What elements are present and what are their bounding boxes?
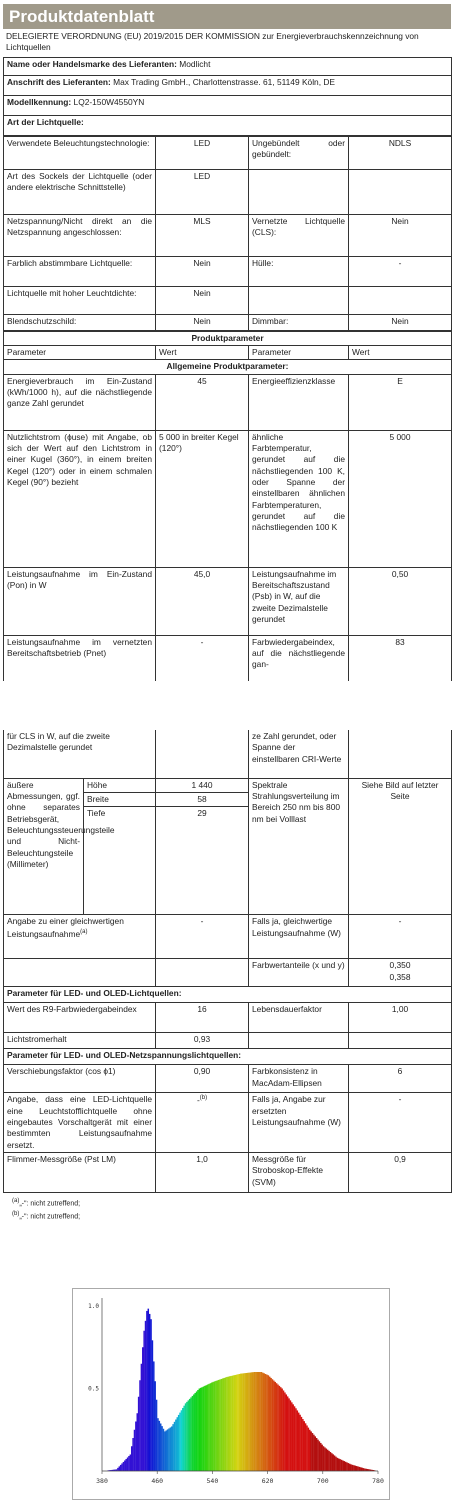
spectrum-bar <box>291 1402 293 1471</box>
cri-value: 83 <box>349 635 452 681</box>
spectrum-bar <box>269 1377 271 1471</box>
x-tick-label: 620 <box>261 1477 274 1485</box>
width-value: 58 <box>156 792 249 806</box>
energy-label: Energieverbrauch im Ein-Zustand (kWh/1000 h), auf die nächstliegende ganze Zahl gerundet <box>4 374 156 430</box>
spectrum-bar <box>243 1373 245 1471</box>
lumen-maintenance-label: Lichtstromerhalt <box>4 1033 156 1049</box>
cri-label-continued: ze Zahl gerundet, oder Spanne der einstellbaren CRI-Werte <box>249 730 349 778</box>
svm-value: 0,9 <box>349 1152 452 1192</box>
energy-class-label: Energieeffizienzklasse <box>249 374 349 430</box>
spectrum-bar <box>167 1429 169 1471</box>
spectrum-bar <box>226 1377 228 1471</box>
spectrum-bar <box>228 1377 230 1471</box>
spectrum-bar <box>186 1402 188 1471</box>
dimmable-label: Dimmbar: <box>249 314 349 330</box>
spectrum-bar <box>299 1415 301 1471</box>
spectrum-bar <box>139 1380 141 1471</box>
spectrum-bar <box>119 1466 121 1471</box>
spectrum-bar <box>193 1394 195 1471</box>
spectrum-bar <box>120 1465 122 1471</box>
replacement-claim-label: Angabe, dass eine LED-Lichtquelle eine Leuchtstofflichtquelle ohne eingebautes Vorschaltgerät mit einer bestimmten Leistungsaufnahme ersetzt. <box>4 1093 156 1153</box>
spectrum-bar <box>146 1311 148 1471</box>
spectrum-bar <box>192 1396 194 1471</box>
spectrum-bar <box>246 1373 248 1471</box>
spectrum-bar <box>356 1466 358 1471</box>
spectrum-bar <box>272 1379 274 1471</box>
spectrum-bar <box>206 1385 208 1471</box>
spectrum-bar <box>248 1373 250 1471</box>
spectrum-bar <box>288 1398 290 1471</box>
spectrum-bar <box>350 1464 352 1471</box>
lightsource-type-heading: Art der Lichtquelle: <box>4 115 452 135</box>
spectrum-bar <box>361 1468 363 1471</box>
spectrum-bar <box>135 1422 137 1472</box>
chromaticity-value: 0,350 0,358 <box>349 959 452 987</box>
spectrum-bar <box>219 1379 221 1471</box>
cct-label: ähnliche Farbtemperatur, gerundet auf die nächstliegenden 100 K, oder Spanne der einstellbaren ähnlichen Farbtemperaturen, gerundet auf die nächstliegenden 100 K <box>249 430 349 567</box>
y-tick-label: 1.0 <box>88 1303 99 1310</box>
spectrum-bar <box>279 1386 281 1471</box>
spectrum-bar <box>154 1381 156 1471</box>
spectrum-bar <box>240 1374 242 1471</box>
model-id-row: Modellkennung: LQ2-150W4550YN <box>4 95 452 115</box>
cap-label: Art des Sockels der Lichtquelle (oder andere elektrische Schnittstelle) <box>4 169 156 214</box>
spectrum-bar <box>335 1457 337 1471</box>
equivalent-power-w-label: Falls ja, gleichwertige Leistungsaufnahme (W) <box>249 915 349 959</box>
spectrum-bar <box>174 1422 176 1471</box>
survival-factor-value: 1,00 <box>349 1003 452 1033</box>
dimmable-value: Nein <box>349 314 452 330</box>
spectrum-bar <box>263 1373 265 1471</box>
spectrum-bar <box>130 1455 132 1472</box>
dimensions-label: äußere Abmessungen, ggf. ohne separates Betriebsgerät, Beleuchtungssteuerungsteile und Nicht-Beleuchtungsteile (Millimeter) <box>4 778 84 915</box>
supplier-address-row: Anschrift des Lieferanten: Max Trading GmbH., Charlottenstrasse. 61, 51149 Köln, DE <box>4 75 452 95</box>
spectrum-bar <box>128 1456 130 1471</box>
spectrum-bar <box>277 1385 279 1471</box>
macadam-label: Farbkonsistenz in MacAdam-Ellipsen <box>249 1065 349 1093</box>
spectrum-bar <box>257 1372 259 1471</box>
spectrum-bar <box>181 1410 183 1471</box>
replacement-power-value: - <box>349 1093 452 1153</box>
mains-value: MLS <box>156 214 249 256</box>
led-params-heading: Parameter für LED- und OLED-Lichtquellen: <box>4 987 452 1003</box>
spectrum-bar <box>283 1390 285 1471</box>
spectrum-bar <box>344 1461 346 1471</box>
lumen-maintenance-value: 0,93 <box>156 1033 249 1049</box>
spectrum-bar <box>156 1400 158 1471</box>
spectrum-bar <box>149 1314 151 1471</box>
spectrum-bar <box>217 1380 219 1471</box>
spectrum-bar <box>200 1388 202 1471</box>
spectrum-bar <box>143 1331 145 1471</box>
spectrum-bar <box>230 1376 232 1471</box>
spectrum-bar <box>259 1372 261 1471</box>
spectrum-bar <box>327 1450 329 1471</box>
spectrum-bar <box>236 1375 238 1471</box>
spectrum-bar <box>309 1430 311 1471</box>
spectrum-bar <box>312 1433 314 1471</box>
cls-value: Nein <box>349 214 452 256</box>
spectrum-bar <box>324 1447 326 1471</box>
spectrum-bar <box>302 1419 304 1471</box>
svm-label: Messgröße für Stroboskop-Effekte (SVM) <box>249 1152 349 1192</box>
spectrum-bar <box>138 1397 140 1471</box>
spectrum-bar <box>303 1421 305 1471</box>
spectrum-bar <box>177 1417 179 1471</box>
spectrum-bar <box>204 1386 206 1471</box>
spectrum-bar <box>150 1319 152 1471</box>
displacement-factor-label: Verschiebungsfaktor (cos ɸ1) <box>4 1065 156 1093</box>
spectrum-bar <box>214 1381 216 1471</box>
spectrum-bar <box>330 1452 332 1471</box>
spectrum-bar <box>295 1408 297 1471</box>
flicker-value: 1,0 <box>156 1152 249 1192</box>
spectrum-bar <box>199 1389 201 1472</box>
spectrum-bar <box>308 1428 310 1471</box>
spectrum-bar <box>284 1392 286 1471</box>
chromaticity-label: Farbwertanteile (x und y) <box>249 959 349 987</box>
cls-label: Vernetzte Lichtquelle (CLS): <box>249 214 349 256</box>
spectrum-bar <box>317 1440 319 1471</box>
spectrum-bar <box>121 1463 123 1471</box>
spectrum-bar <box>328 1451 330 1471</box>
spectrum-bar <box>190 1397 192 1471</box>
col-parameter-2: Parameter <box>249 346 349 360</box>
spectrum-bar <box>164 1431 166 1471</box>
x-tick-label: 380 <box>96 1477 108 1485</box>
spectrum-bar <box>142 1347 144 1471</box>
spectrum-bar <box>357 1466 359 1471</box>
x-tick-label: 540 <box>206 1477 219 1485</box>
antiglare-label: Blendschutzschild: <box>4 314 156 330</box>
equivalent-power-value: - <box>156 915 249 959</box>
replacement-claim-value: -$^{(b)}$ <box>156 1093 249 1153</box>
mains-led-params-heading: Parameter für LED- und OLED-Netzspannungslichtquellen: <box>4 1049 452 1065</box>
survival-factor-label: Lebensdauerfaktor <box>249 1003 349 1033</box>
spectrum-bar <box>225 1377 227 1471</box>
height-value: 1 440 <box>156 778 249 792</box>
datasheet-page-2 <box>0 730 454 1221</box>
spectrum-bar <box>334 1455 336 1471</box>
footnotes <box>12 1197 454 1223</box>
spectrum-bar <box>261 1372 263 1471</box>
col-parameter: Parameter <box>4 346 156 360</box>
spectrum-bar <box>360 1467 362 1471</box>
spectrum-bar <box>287 1396 289 1471</box>
spectrum-bar <box>266 1375 268 1471</box>
spectrum-bar <box>233 1375 235 1471</box>
directional-label: Ungebündelt oder gebündelt: <box>249 136 349 169</box>
spectrum-bar <box>183 1406 185 1471</box>
spectrum-bar <box>255 1372 257 1471</box>
spectrum-bar <box>223 1378 225 1471</box>
spectrum-bar <box>117 1468 119 1471</box>
cct-value: 5 000 <box>349 430 452 567</box>
spectrum-bar <box>197 1390 199 1471</box>
energy-value: 45 <box>156 374 249 430</box>
tech-label: Verwendete Beleuchtungstechnologie: <box>4 136 156 169</box>
spectrum-bar <box>292 1404 294 1471</box>
spectrum-bar <box>153 1361 155 1471</box>
height-label: Höhe <box>84 778 156 792</box>
flicker-label: Flimmer-Messgröße (Pst LM) <box>4 1152 156 1192</box>
flux-value: 5 000 in breiter Kegel (120°) <box>156 430 249 567</box>
spectrum-bar <box>124 1460 126 1471</box>
spectrum-bar <box>221 1379 223 1471</box>
depth-value: 29 <box>156 807 249 915</box>
spectrum-bar <box>196 1391 198 1471</box>
spectrum-value: Siehe Bild auf letzter Seite <box>349 778 452 915</box>
product-params-table-continued <box>3 730 452 1193</box>
spectrum-bar <box>189 1399 191 1471</box>
page-title: Produktdatenblatt <box>3 4 451 29</box>
spectrum-bar <box>234 1375 236 1471</box>
envelope-value: - <box>349 256 452 286</box>
spectrum-bar <box>321 1445 323 1471</box>
mains-label: Netzspannung/Nicht direkt an die Netzspannung angeschlossen: <box>4 214 156 256</box>
spectrum-bar <box>301 1417 303 1471</box>
spectrum-bar <box>137 1413 139 1471</box>
spectrum-bar <box>218 1380 220 1471</box>
spectrum-bar <box>281 1389 283 1472</box>
spectrum-bar <box>207 1385 209 1471</box>
lightsource-table <box>3 136 452 331</box>
spectrum-bar <box>276 1383 278 1471</box>
spectrum-bar <box>252 1372 254 1471</box>
spectrum-bar <box>338 1458 340 1471</box>
x-tick-label: 700 <box>316 1477 329 1485</box>
spectrum-bar <box>131 1446 133 1471</box>
spectrum-bar <box>170 1427 172 1471</box>
cri-label: Farbwiedergabeindex, auf die nächstliegende gan- <box>249 635 349 681</box>
energy-class-value: E <box>349 374 452 430</box>
spectrum-bar <box>326 1449 328 1471</box>
spectrum-bar <box>363 1468 365 1471</box>
spectral-distribution-chart <box>72 1288 390 1500</box>
col-value: Wert <box>156 346 249 360</box>
spectrum-bar <box>315 1436 317 1471</box>
spectrum-bar <box>160 1423 162 1471</box>
spectrum-bar <box>152 1340 154 1471</box>
spectrum-bar <box>352 1465 354 1471</box>
x-tick-label: 460 <box>151 1477 164 1485</box>
spectrum-bar <box>244 1373 246 1471</box>
spectrum-bar <box>280 1387 282 1471</box>
spectrum-bar <box>297 1410 299 1471</box>
spectrum-bar <box>258 1372 260 1471</box>
spectrum-bar <box>161 1426 163 1471</box>
spectrum-bar <box>323 1446 325 1471</box>
spectrum-bar <box>270 1378 272 1471</box>
footnote-b: $^{(b)}$„-": nicht zutreffend; <box>12 1210 81 1221</box>
spectrum-bar <box>157 1418 159 1471</box>
spectrum-bar <box>212 1382 214 1471</box>
spectrum-bar <box>306 1425 308 1471</box>
col-value-2: Wert <box>349 346 452 360</box>
spectrum-bar <box>163 1429 165 1471</box>
spectrum-bar <box>353 1465 355 1471</box>
high-luminance-label: Lichtquelle mit hoher Leuchtdichte: <box>4 286 156 314</box>
spectrum-bar <box>275 1382 277 1471</box>
spectrum-bar <box>349 1464 351 1471</box>
footnote-a: $^{(a)}$„-": nicht zutreffend; <box>12 1197 81 1208</box>
equivalent-power-w-value: - <box>349 915 452 959</box>
spectrum-bar <box>320 1443 322 1471</box>
spectrum-bar <box>178 1415 180 1471</box>
spectrum-bar <box>188 1400 190 1471</box>
spectrum-bar <box>241 1373 243 1471</box>
y-tick-label: 0.5 <box>88 1385 99 1393</box>
spectrum-bar <box>134 1430 136 1471</box>
spectrum-bar <box>316 1438 318 1471</box>
spectrum-bar <box>319 1441 321 1471</box>
supplier-table <box>3 57 452 136</box>
product-params-heading: Produktparameter <box>4 331 452 345</box>
spectrum-bar <box>172 1424 174 1471</box>
spectrum-bar <box>290 1400 292 1471</box>
spectrum-bar <box>254 1372 256 1471</box>
supplier-name-row: Name oder Handelsmarke des Lieferanten: Modlicht <box>4 57 452 75</box>
spectrum-bar <box>268 1375 270 1471</box>
spectrum-bar <box>171 1426 173 1471</box>
tech-value: LED <box>156 136 249 169</box>
spectrum-bar <box>210 1383 212 1471</box>
spectrum-bar <box>145 1321 147 1471</box>
spectrum-bar <box>305 1423 307 1471</box>
psb-value: 0,50 <box>349 567 452 635</box>
spectrum-bar <box>215 1381 217 1471</box>
pnet-value: - <box>156 635 249 681</box>
spectrum-bar <box>175 1420 177 1471</box>
spectrum-bar <box>132 1438 134 1471</box>
spectrum-bar <box>239 1374 241 1471</box>
spectrum-bar <box>125 1459 127 1471</box>
spectrum-bar <box>201 1387 203 1471</box>
replacement-power-label: Falls ja, Angabe zur ersetzten Leistungsaufnahme (W) <box>249 1093 349 1153</box>
spectrum-bar <box>251 1372 253 1471</box>
spectrum-bar <box>203 1387 205 1471</box>
cap-value: LED <box>156 169 249 214</box>
spectrum-bar <box>237 1374 239 1471</box>
spectrum-bar <box>313 1435 315 1471</box>
spectrum-bar <box>355 1466 357 1471</box>
datasheet-page-3 <box>0 1288 454 1500</box>
spectrum-bar <box>165 1430 167 1471</box>
spectrum-bar <box>168 1428 170 1471</box>
spectrum-bar <box>364 1469 366 1471</box>
spectrum-bar <box>229 1376 231 1471</box>
spectrum-bar <box>342 1460 344 1471</box>
spectrum-bar <box>179 1413 181 1471</box>
spectrum-bar <box>141 1364 143 1471</box>
datasheet-page-1 <box>0 0 454 706</box>
spectrum-bar <box>247 1373 249 1471</box>
product-params-table <box>3 331 452 682</box>
high-luminance-value: Nein <box>156 286 249 314</box>
tunable-label: Farblich abstimmbare Lichtquelle: <box>4 256 156 286</box>
pon-value: 45,0 <box>156 567 249 635</box>
spectrum-bar <box>339 1459 341 1471</box>
r9-value: 16 <box>156 1003 249 1033</box>
general-params-heading: Allgemeine Produktparameter: <box>4 360 452 374</box>
spectrum-bar <box>341 1460 343 1471</box>
regulation-intro: DELEGIERTE VERORDNUNG (EU) 2019/2015 DER KOMMISSION zur Energieverbrauchskennzeichnung von Lichtquellen <box>6 31 419 53</box>
spectrum-bar <box>123 1462 125 1471</box>
spectrum-bar <box>332 1454 334 1471</box>
spectrum-bar <box>294 1406 296 1471</box>
x-tick-label: 780 <box>372 1477 384 1485</box>
spectrum-bar <box>148 1309 150 1471</box>
spectrum-bar <box>286 1394 288 1471</box>
macadam-value: 6 <box>349 1065 452 1093</box>
r9-label: Wert des R9-Farbwiedergabeindex <box>4 1003 156 1033</box>
spectrum-bar <box>185 1403 187 1471</box>
spectrum-bar <box>298 1413 300 1471</box>
antiglare-value: Nein <box>156 314 249 330</box>
spectrum-bar <box>331 1453 333 1471</box>
displacement-factor-value: 0,90 <box>156 1065 249 1093</box>
spectrum-bar <box>232 1376 234 1471</box>
psb-label: Leistungsaufnahme im Bereitschaftszustand (Psb) in W, auf die zweite Dezimalstelle gerundet <box>249 567 349 635</box>
tunable-value: Nein <box>156 256 249 286</box>
envelope-label: Hülle: <box>249 256 349 286</box>
spectrum-bar <box>345 1462 347 1471</box>
directional-value: NDLS <box>349 136 452 169</box>
spectrum-bar <box>211 1383 213 1471</box>
spectrum-bar <box>273 1381 275 1471</box>
spectrum-bar <box>359 1467 361 1471</box>
spectrum-bar <box>337 1458 339 1471</box>
spectrum-bar <box>222 1378 224 1471</box>
spectrum-bar <box>310 1431 312 1471</box>
spectrum-bar <box>208 1384 210 1471</box>
flux-label: Nutzlichtstrom (ɸuse) mit Angabe, ob sich der Wert auf den Lichtstrom in einer Kugel (360°), in einem breiten Kegel (120°) oder in einem schmalen Kegel (90°) bezieht <box>4 430 156 567</box>
spectrum-bar <box>265 1374 267 1471</box>
pnet-label: Leistungsaufnahme im vernetzten Bereitschaftsbetrieb (Pnet) <box>4 635 156 681</box>
spectrum-bar <box>182 1408 184 1471</box>
spectrum-label: Spektrale Strahlungsverteilung im Bereich 250 nm bis 800 nm bei Volllast <box>249 778 349 915</box>
spectrum-bar <box>346 1462 348 1471</box>
spectrum-bar <box>159 1421 161 1471</box>
spectrum-bar <box>127 1457 129 1471</box>
pnet-label-continued: für CLS in W, auf die zweite Dezimalstelle gerundet <box>4 730 156 778</box>
spectrum-bar <box>194 1393 196 1471</box>
spectrum-bar <box>348 1463 350 1471</box>
spectrum-bar <box>262 1373 264 1471</box>
spectrum-bar <box>250 1373 252 1472</box>
width-label: Breite <box>84 792 156 806</box>
pon-label: Leistungsaufnahme im Ein-Zustand (Pon) in W <box>4 567 156 635</box>
equivalent-power-label: Angabe zu einer gleichwertigen Leistungsaufnahme$^{(a)}$ <box>4 915 156 959</box>
depth-label: Tiefe <box>84 807 156 915</box>
